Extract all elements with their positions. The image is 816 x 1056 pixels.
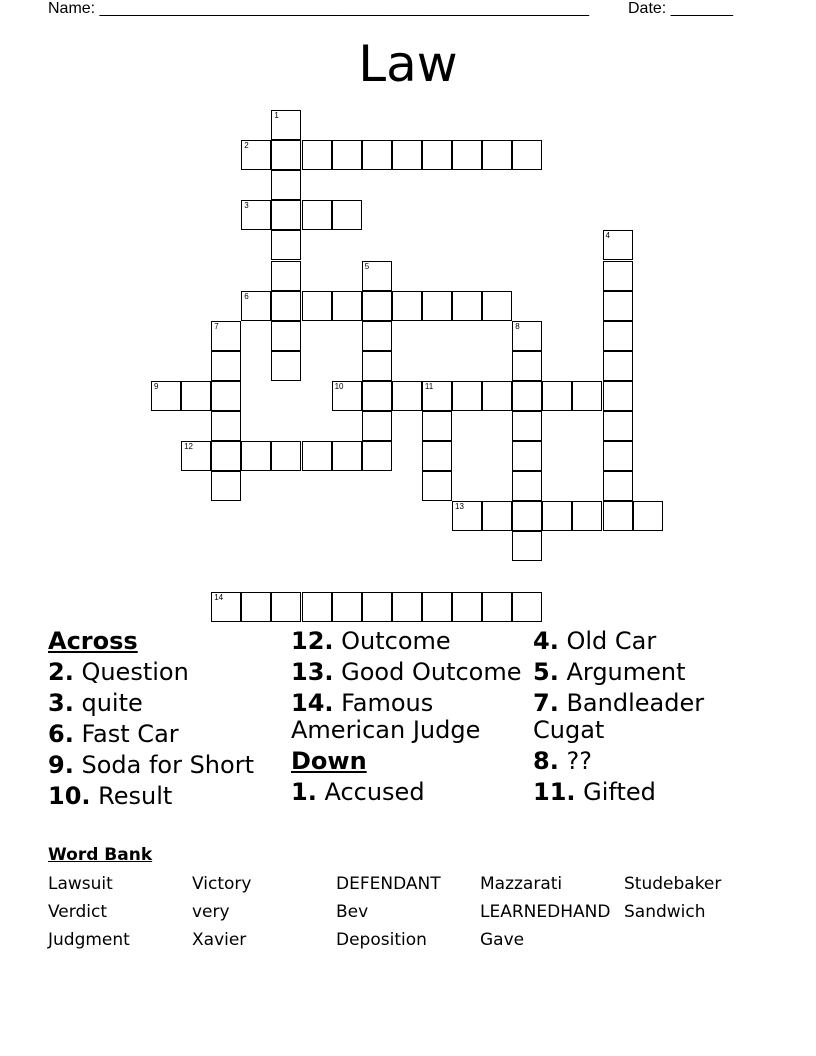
crossword-cell[interactable]: [271, 110, 301, 140]
crossword-cell[interactable]: [422, 381, 452, 411]
cell-number: 1: [274, 111, 279, 120]
cell-number: 10: [334, 381, 344, 391]
clue-text: Soda for Short: [73, 751, 254, 779]
clue-item: [533, 690, 768, 744]
crossword-cell[interactable]: [512, 531, 542, 561]
clue-text: Argument: [558, 658, 686, 686]
word-bank-item: Xavier: [192, 930, 247, 950]
crossword-cell[interactable]: [452, 501, 482, 531]
crossword-cell[interactable]: [271, 351, 301, 381]
clue-item: [533, 748, 768, 775]
crossword-cell[interactable]: [271, 140, 301, 170]
crossword-cell[interactable]: [482, 140, 512, 170]
cell-number: 11: [424, 381, 434, 391]
clue-text: Famous American Judge: [291, 689, 481, 744]
word-bank-item: LEARNEDHAND: [480, 902, 611, 922]
crossword-cell[interactable]: [332, 140, 362, 170]
crossword-cell[interactable]: [482, 381, 512, 411]
crossword-cell[interactable]: [241, 291, 271, 321]
word-bank-item: Gave: [480, 930, 525, 950]
crossword-cell[interactable]: [482, 592, 512, 622]
cell-number: 5: [364, 261, 370, 271]
clue-item: [48, 752, 283, 779]
crossword-cell[interactable]: [512, 592, 542, 622]
word-bank-item: Verdict: [48, 902, 107, 922]
clue-item: [291, 628, 526, 655]
crossword-cell[interactable]: [392, 381, 422, 411]
word-bank-title: Word Bank: [48, 845, 153, 865]
crossword-cell[interactable]: [452, 140, 482, 170]
crossword-cell[interactable]: [422, 291, 452, 321]
crossword-cell[interactable]: [271, 592, 301, 622]
crossword-cell[interactable]: [271, 441, 301, 471]
crossword-cell[interactable]: [512, 321, 542, 351]
crossword-cell[interactable]: [422, 411, 452, 441]
clue-column-3: [533, 628, 768, 810]
crossword-cell[interactable]: [362, 381, 392, 411]
crossword-cell[interactable]: [211, 441, 241, 471]
crossword-cell[interactable]: [452, 291, 482, 321]
clue-column-1: [48, 628, 283, 814]
crossword-cell[interactable]: [603, 411, 633, 441]
clue-item: [48, 690, 283, 717]
word-bank-item: Victory: [192, 874, 252, 894]
word-bank-item: DEFENDANT: [336, 874, 441, 894]
crossword-cell[interactable]: [302, 200, 332, 230]
clue-text: Bandleader Cugat: [533, 689, 705, 744]
crossword-cell[interactable]: [422, 471, 452, 501]
crossword-cell[interactable]: [332, 291, 362, 321]
clue-number: 2.: [48, 658, 74, 686]
crossword-cell[interactable]: [362, 140, 392, 170]
page-title: Law: [358, 35, 458, 93]
crossword-cell[interactable]: [241, 592, 271, 622]
cell-number: 2: [244, 141, 249, 151]
crossword-cell[interactable]: [271, 321, 301, 351]
crossword-cell[interactable]: [302, 291, 332, 321]
crossword-cell[interactable]: [211, 471, 241, 501]
word-bank-item: Studebaker: [624, 874, 722, 894]
date-field[interactable]: Date: _______: [628, 0, 733, 17]
cell-number: 3: [244, 201, 249, 211]
crossword-cell[interactable]: [332, 441, 362, 471]
clue-item: [533, 659, 768, 686]
word-bank-item: Bev: [336, 902, 369, 922]
crossword-cell[interactable]: [211, 321, 241, 351]
crossword-cell[interactable]: [181, 441, 211, 471]
crossword-cell[interactable]: [151, 381, 181, 411]
crossword-cell[interactable]: [211, 351, 241, 381]
crossword-cell[interactable]: [302, 592, 332, 622]
clue-number: 11.: [533, 778, 576, 806]
crossword-cell[interactable]: [452, 592, 482, 622]
crossword-cell[interactable]: [452, 381, 482, 411]
crossword-cell[interactable]: [603, 321, 633, 351]
crossword-cell[interactable]: [362, 291, 392, 321]
crossword-cell[interactable]: [181, 381, 211, 411]
crossword-cell[interactable]: [603, 381, 633, 411]
word-bank-item: Judgment: [48, 930, 130, 950]
crossword-cell[interactable]: [211, 411, 241, 441]
crossword-cell[interactable]: [241, 140, 271, 170]
clue-column-2: [291, 628, 526, 810]
clue-text: Outcome: [333, 627, 451, 655]
clue-number: 4.: [533, 627, 559, 655]
clue-number: 6.: [48, 720, 74, 748]
cell-number: 6: [244, 291, 249, 301]
clue-text: Gifted: [575, 778, 656, 806]
crossword-cell[interactable]: [512, 381, 542, 411]
crossword-cell[interactable]: [542, 501, 572, 531]
crossword-cell[interactable]: [211, 592, 241, 622]
crossword-cell[interactable]: [302, 140, 332, 170]
word-bank-item: Deposition: [336, 930, 427, 950]
clue-item: [291, 779, 526, 806]
crossword-cell[interactable]: [271, 261, 301, 291]
word-bank-item: Mazzarati: [480, 874, 563, 894]
crossword-cell[interactable]: [422, 441, 452, 471]
clue-item: [48, 783, 283, 810]
crossword-cell[interactable]: [271, 200, 301, 230]
crossword-cell[interactable]: [362, 261, 392, 291]
crossword-cell[interactable]: [271, 230, 301, 260]
cell-number: 12: [184, 442, 193, 452]
clue-number: 12.: [291, 627, 334, 655]
crossword-cell[interactable]: [392, 291, 422, 321]
crossword-cell[interactable]: [332, 200, 362, 230]
crossword-cell[interactable]: [422, 592, 452, 622]
crossword-cell[interactable]: [241, 200, 271, 230]
crossword-cell[interactable]: [332, 381, 362, 411]
clue-text: Fast Car: [73, 720, 179, 748]
clue-item: [48, 659, 283, 686]
clue-text: Question: [73, 658, 189, 686]
clue-number: 7.: [533, 689, 559, 717]
word-bank-item: very: [192, 902, 230, 922]
cell-number: 13: [455, 502, 464, 512]
crossword-cell[interactable]: [603, 351, 633, 381]
crossword-cell[interactable]: [332, 592, 362, 622]
clue-number: 5.: [533, 658, 559, 686]
crossword-cell[interactable]: [482, 501, 512, 531]
clue-number: 13.: [291, 658, 334, 686]
word-bank-item: Lawsuit: [48, 874, 113, 894]
crossword-cell[interactable]: [512, 471, 542, 501]
clue-number: 14.: [291, 689, 334, 717]
crossword-cell[interactable]: [633, 501, 663, 531]
crossword-cell[interactable]: [211, 381, 241, 411]
clue-text: Result: [90, 782, 173, 810]
clue-text: ??: [558, 747, 592, 775]
crossword-cell[interactable]: [422, 140, 452, 170]
crossword-cell[interactable]: [241, 441, 271, 471]
clue-item: [48, 721, 283, 748]
crossword-cell[interactable]: [603, 230, 633, 260]
crossword-cell[interactable]: [271, 291, 301, 321]
crossword-cell[interactable]: [271, 170, 301, 200]
crossword-cell[interactable]: [603, 501, 633, 531]
across-heading: Across: [48, 627, 138, 655]
crossword-cell[interactable]: [362, 441, 392, 471]
crossword-cell[interactable]: [362, 411, 392, 441]
crossword-cell[interactable]: [302, 441, 332, 471]
crossword-cell[interactable]: [512, 140, 542, 170]
down-heading: Down: [291, 747, 367, 775]
clue-item: [533, 779, 768, 806]
clue-item: [291, 690, 526, 744]
crossword-cell[interactable]: [603, 291, 633, 321]
crossword-cell[interactable]: [572, 501, 602, 531]
cell-number: 7: [214, 321, 219, 331]
word-bank-item: Sandwich: [624, 902, 706, 922]
crossword-cell[interactable]: [512, 351, 542, 381]
cell-number: 8: [515, 321, 520, 331]
cell-number: 9: [154, 381, 159, 391]
name-field[interactable]: Name: _______________________________________________________: [48, 0, 589, 17]
crossword-cell[interactable]: [512, 411, 542, 441]
crossword-cell[interactable]: [392, 140, 422, 170]
clue-text: quite: [73, 689, 143, 717]
clue-number: 8.: [533, 747, 559, 775]
crossword-cell[interactable]: [392, 592, 422, 622]
clue-text: Good Outcome: [333, 658, 522, 686]
crossword-cell[interactable]: [512, 501, 542, 531]
crossword-cell[interactable]: [362, 592, 392, 622]
crossword-cell[interactable]: [362, 351, 392, 381]
clue-text: Accused: [316, 778, 425, 806]
crossword-cell[interactable]: [542, 381, 572, 411]
crossword-cell[interactable]: [362, 321, 392, 351]
cell-number: 14: [214, 592, 224, 602]
clue-number: 10.: [48, 782, 91, 810]
clue-number: 1.: [291, 778, 317, 806]
cell-number: 4: [605, 231, 610, 241]
crossword-cell[interactable]: [603, 261, 633, 291]
clue-number: 3.: [48, 689, 74, 717]
crossword-cell[interactable]: [572, 381, 602, 411]
crossword-cell[interactable]: [603, 471, 633, 501]
clue-item: [533, 628, 768, 655]
crossword-cell[interactable]: [603, 441, 633, 471]
crossword-cell[interactable]: [512, 441, 542, 471]
clue-number: 9.: [48, 751, 74, 779]
clue-text: Old Car: [558, 627, 657, 655]
crossword-cell[interactable]: [482, 291, 512, 321]
clue-item: [291, 659, 526, 686]
